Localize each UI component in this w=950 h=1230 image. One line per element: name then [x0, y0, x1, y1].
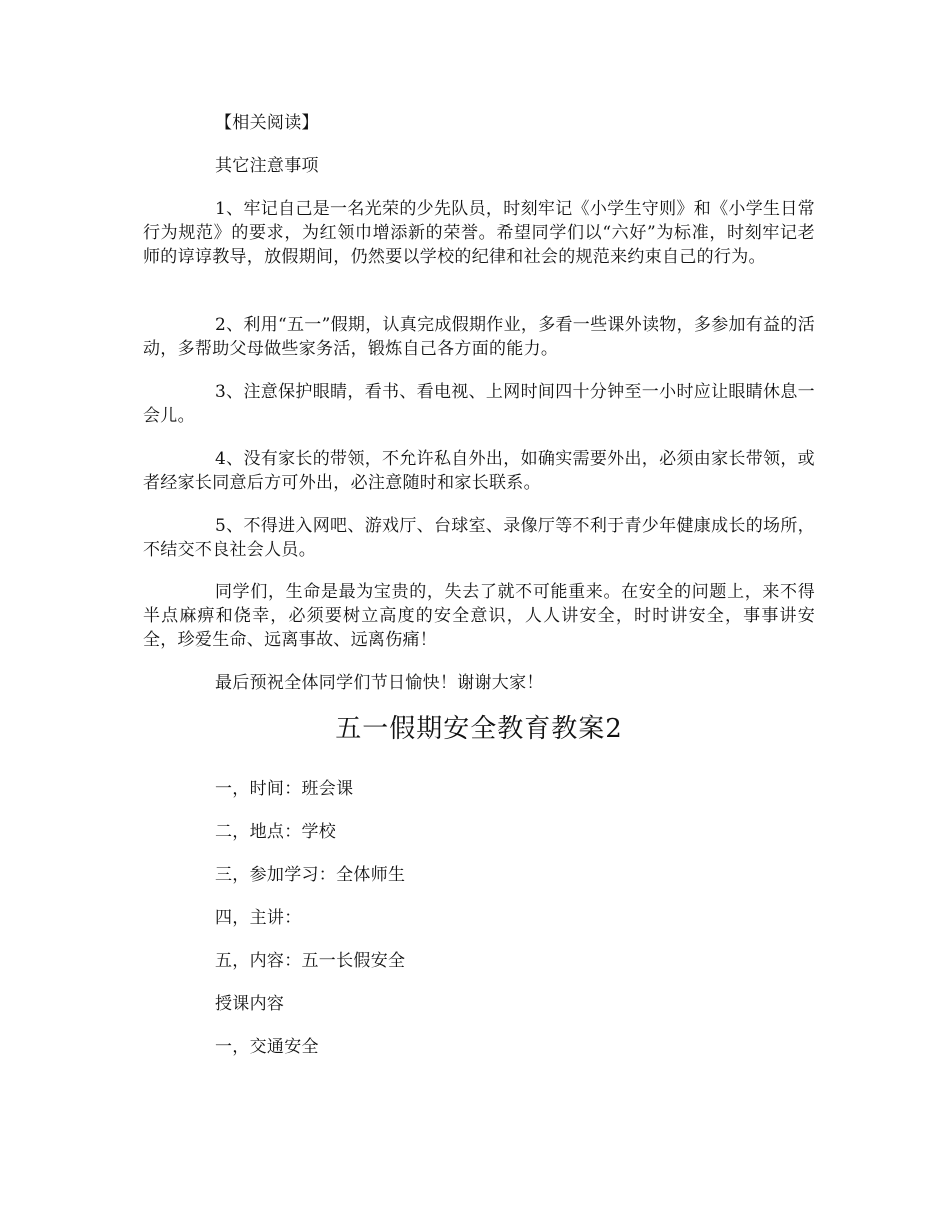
info-place: 二，地点：学校	[215, 822, 337, 842]
closing-paragraph: 同学们，生命是最为宝贵的，失去了就不可能重来。在安全的问题上，来不得半点麻痹和侥幸，必须要树立高度的安全意识，人人讲安全，时时讲安全，事事讲安全，珍爱生命、远离事故、远离伤痛！	[143, 582, 815, 650]
info-participants: 三，参加学习：全体师生	[215, 865, 406, 885]
item-paragraph-5: 5、不得进入网吧、游戏厅、台球室、录像厅等不利于青少年健康成长的场所，不结交不良社会人员。	[143, 516, 815, 560]
info-speaker: 四，主讲：	[215, 908, 302, 928]
item-paragraph-4: 4、没有家长的带领，不允许私自外出，如确实需要外出，必须由家长带领，或者经家长同意后方可外出，必注意随时和家长联系。	[143, 449, 815, 493]
related-reading-heading: 【相关阅读】	[215, 113, 319, 133]
info-time: 一，时间：班会课	[215, 779, 354, 799]
lesson-plan-title: 五一假期安全教育教案2	[335, 714, 623, 744]
lesson-content-heading: 授课内容	[215, 994, 285, 1014]
first-topic-heading: 一，交通安全	[215, 1037, 319, 1057]
item-paragraph-2: 2、利用“五一”假期，认真完成假期作业，多看一些课外读物，多参加有益的活动，多帮助父母做些家务活，锻炼自己各方面的能力。	[143, 315, 815, 359]
item-paragraph-1: 1、牢记自己是一名光荣的少先队员，时刻牢记《小学生守则》和《小学生日常行为规范》的要求，为红领巾增添新的荣誉。希望同学们以“六好”为标准，时刻牢记老师的谆谆教导，放假期间，仍然要以学校的纪律和社会的规范来约束自己的行为。	[143, 199, 815, 267]
farewell-line: 最后预祝全体同学们节日愉快！谢谢大家！	[215, 673, 544, 693]
section-heading: 其它注意事项	[215, 156, 319, 176]
info-content: 五，内容：五一长假安全	[215, 951, 406, 971]
item-paragraph-3: 3、注意保护眼睛，看书、看电视、上网时间四十分钟至一小时应让眼睛休息一会儿。	[143, 382, 815, 426]
